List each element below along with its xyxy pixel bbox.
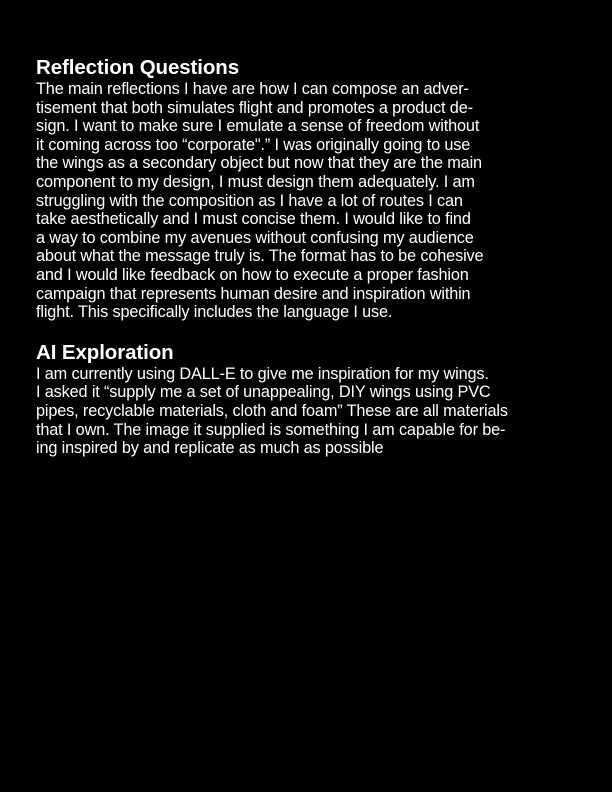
ai-exploration-section [36,341,582,458]
section-heading: Reflection Questions [36,56,240,79]
body-line: struggling with the composition as I have a lot of routes I can [36,191,463,210]
section-heading: AI Exploration [36,340,174,364]
body-line: the wings as a secondary object but now that they are the main [36,154,482,173]
body-line: component to my design, I must design them adequately. I am [36,172,475,191]
body-line: sign. I want to make sure I emulate a sense of freedom without [36,117,480,136]
body-line: it coming across too “corporate".” I was originally going to use [36,135,471,154]
body-line: The main reflections I have are how I can compose an adver- [36,80,469,98]
body-line: tisement that both simulates flight and promotes a product de- [36,98,473,117]
section-body [36,80,582,322]
body-line: I am currently using DALL-E to give me inspiration for my wings. [36,364,489,383]
section-body [36,365,582,458]
body-line: campaign that represents human desire and inspiration within [36,284,471,303]
reflection-questions-section [36,56,582,322]
body-line: take aesthetically and I must concise them. I would like to find [36,210,471,229]
body-line: about what the message truly is. The format has to be cohesive [36,247,484,266]
body-line: and I would like feedback on how to execute a proper fashion [36,265,469,284]
body-line: that I own. The image it supplied is something I am capable for be- [36,420,506,439]
body-line: pipes, recyclable materials, cloth and foam” These are all materials [36,401,508,420]
body-line: a way to combine my avenues without confusing my audience [36,228,474,247]
body-line: I asked it “supply me a set of unappealing, DIY wings using PVC [36,383,491,402]
body-line: ing inspired by and replicate as much as possible [36,439,384,458]
document-page [36,56,582,458]
body-line: flight. This specifically includes the language I use. [36,303,393,322]
